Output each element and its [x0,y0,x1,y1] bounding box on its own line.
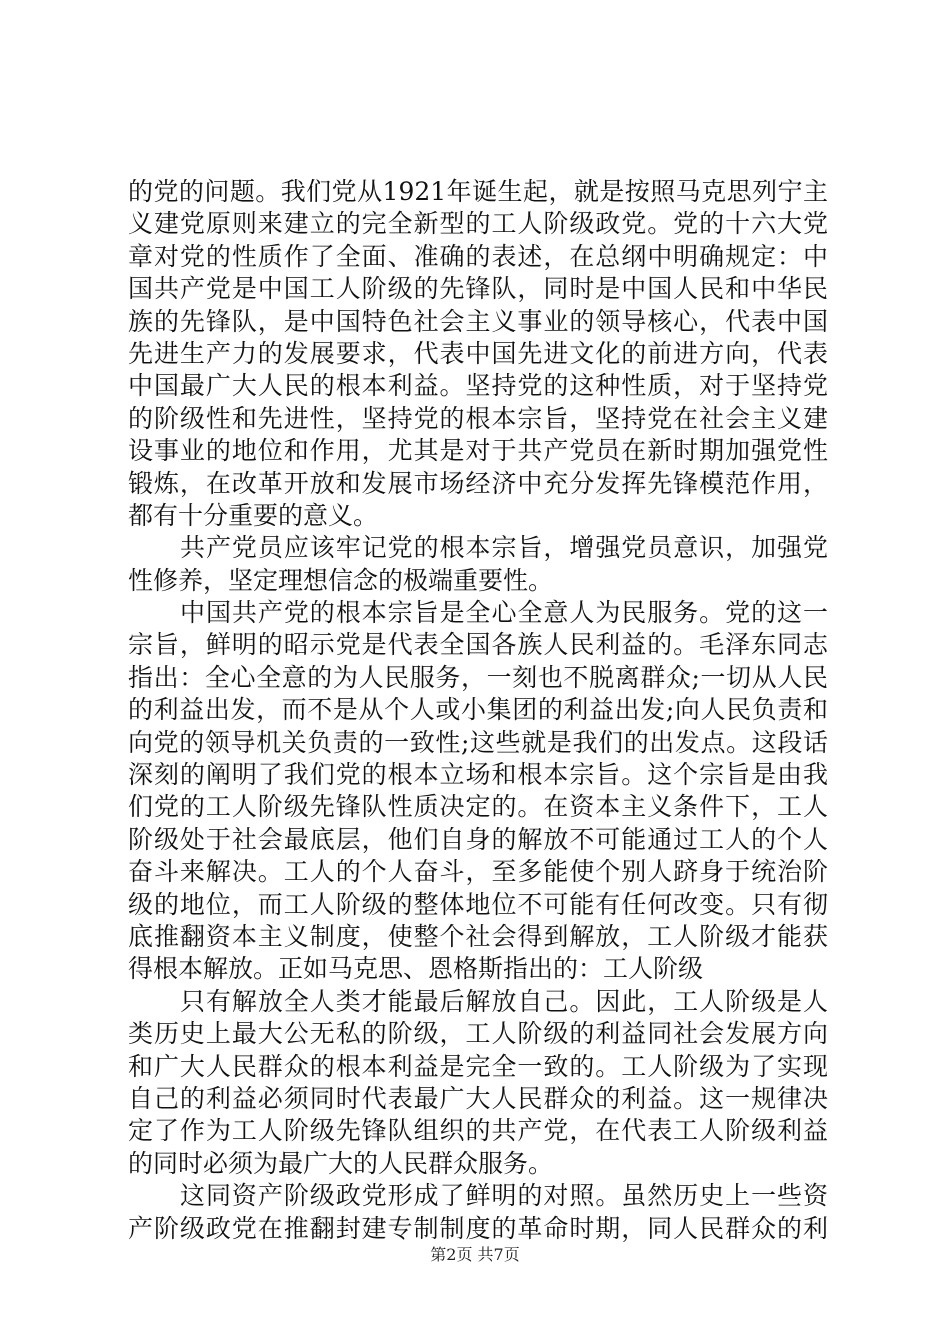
text-line: 们党的工人阶级先锋队性质决定的。在资本主义条件下，工人 [128,792,828,822]
text-line: 的党的问题。我们党从1921年诞生起，就是按照马克思列宁主 [128,177,828,206]
text-line: 的同时必须为最广大的人民群众服务。 [128,1148,554,1178]
text-line: 深刻的阐明了我们党的根本立场和根本宗旨。这个宗旨是由我 [128,760,828,790]
text-line: 中国共产党的根本宗旨是全心全意人为民服务。党的这一 [180,598,828,628]
text-line: 只有解放全人类才能最后解放自己。因此，工人阶级是人 [180,986,828,1016]
page-footer: 第2页 共7页 [430,1245,520,1264]
text-line: 产阶级政党在推翻封建专制制度的革命时期，同人民群众的利 [128,1213,828,1243]
text-line: 国共产党是中国工人阶级的先锋队，同时是中国人民和中华民 [128,274,828,304]
text-line: 自己的利益必须同时代表最广大人民群众的利益。这一规律决 [128,1083,828,1113]
text-line: 定了作为工人阶级先锋队组织的共产党，在代表工人阶级利益 [128,1116,828,1146]
text-line: 的利益出发，而不是从个人或小集团的利益出发;向人民负责和 [128,695,828,725]
text-line: 锻炼，在改革开放和发展市场经济中充分发挥先锋模范作用， [128,468,828,498]
text-line: 性修养，坚定理想信念的极端重要性。 [128,565,554,595]
text-line: 都有十分重要的意义。 [128,500,379,530]
text-line: 这同资产阶级政党形成了鲜明的对照。虽然历史上一些资 [180,1181,828,1211]
text-line: 类历史上最大公无私的阶级，工人阶级的利益同社会发展方向 [128,1019,828,1049]
text-line: 级的地位，而工人阶级的整体地位不可能有任何改变。只有彻 [128,889,828,919]
document-body [128,176,828,1245]
text-line: 底推翻资本主义制度，使整个社会得到解放，工人阶级才能获 [128,921,828,951]
text-line: 宗旨，鲜明的昭示党是代表全国各族人民利益的。毛泽东同志 [128,630,828,660]
text-line: 得根本解放。正如马克思、恩格斯指出的：工人阶级 [128,954,704,984]
text-line: 奋斗来解决。工人的个人奋斗，至多能使个别人跻身于统治阶 [128,857,828,887]
text-line: 和广大人民群众的根本利益是完全一致的。工人阶级为了实现 [128,1051,828,1081]
text-line: 先进生产力的发展要求，代表中国先进文化的前进方向，代表 [128,338,828,368]
text-line: 共产党员应该牢记党的根本宗旨，增强党员意识，加强党 [180,533,828,563]
text-line: 指出：全心全意的为人民服务，一刻也不脱离群众;一切从人民 [128,662,828,692]
text-line: 的阶级性和先进性，坚持党的根本宗旨，坚持党在社会主义建 [128,403,828,433]
text-line: 义建党原则来建立的完全新型的工人阶级政党。党的十六大党 [128,209,828,239]
text-line: 中国最广大人民的根本利益。坚持党的这种性质，对于坚持党 [128,371,828,401]
text-line: 阶级处于社会最底层，他们自身的解放不可能通过工人的个人 [128,824,828,854]
text-line: 向党的领导机关负责的一致性;这些就是我们的出发点。这段话 [128,727,828,757]
text-line: 设事业的地位和作用，尤其是对于共产党员在新时期加强党性 [128,436,828,466]
text-line: 章对党的性质作了全面、准确的表述，在总纲中明确规定：中 [128,241,828,271]
text-line: 族的先锋队，是中国特色社会主义事业的领导核心，代表中国 [128,306,828,336]
